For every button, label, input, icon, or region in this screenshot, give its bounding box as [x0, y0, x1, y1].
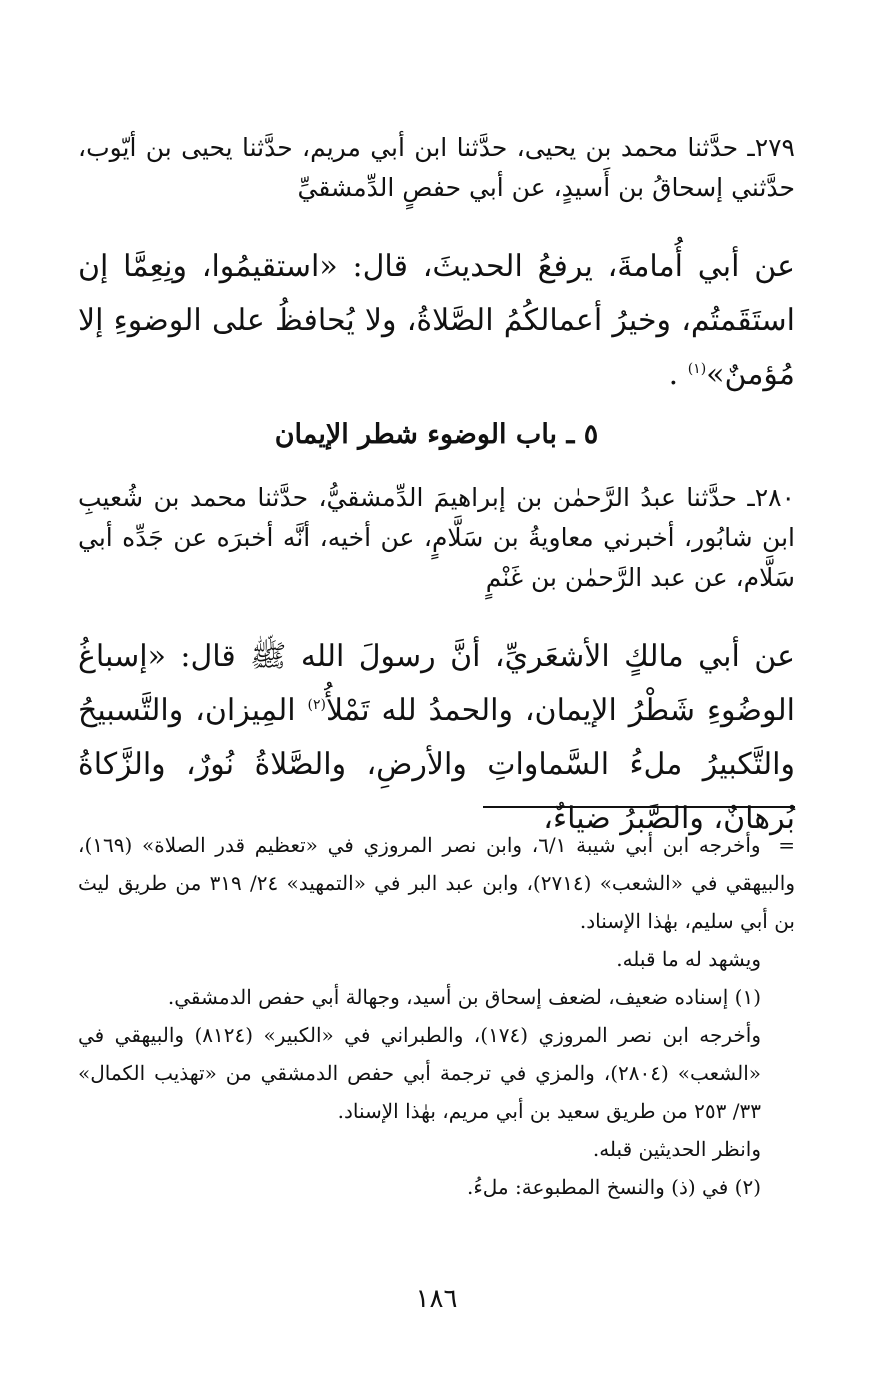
footnote-1-takhrij: وأخرجه ابن نصر المروزي (١٧٤)، والطبراني في «الكبير» (٨١٢٤) والبيهقي في «الشعب» (٢٨٠٤)، والمزي في ترجمة أبي حفص الدمشقي من «تهذيب الكمال» ٣٣/ ٢٥٣ من طريق سعيد بن أبي مريم، بهٰذا الإسناد.	[78, 1023, 762, 1123]
footnote-shahid: ويشهد له ما قبله.	[616, 947, 761, 971]
hadith-280-matn-text-1: عن أبي مالكٍ الأشعَريِّ، أنَّ رسولَ الله ﷺ قال: «إسباغُ الوضُوءِ شَطْرُ الإيمان، والحمدُ لله تَمْلأُ	[78, 639, 796, 728]
footnote-ref-2: (٢)	[307, 697, 326, 713]
footnote-continuation-text: وأخرجه ابن أبي شيبة ٦/١، وابن نصر المروزي في «تعظيم قدر الصلاة» (١٦٩)، والبيهقي في «الشعب» (٢٧١٤)، وابن عبد البر في «التمهيد» ٢٤/ ٣١٩ من طريق ليث بن أبي سليم، بهٰذا الإسناد.	[78, 833, 795, 933]
footnotes	[78, 826, 795, 1206]
hadith-279-matn	[78, 240, 795, 402]
footnote-1: (١) إسناده ضعيف، لضعف إسحاق بن أسيد، وجهالة أبي حفص الدمشقي.	[167, 985, 761, 1009]
hadith-280-isnad-text: ٢٨٠ـ حدَّثنا عبدُ الرَّحمٰن بن إبراهيمَ الدِّمشقيُّ، حدَّثنا محمد بن شُعيبِ ابن شابُور، أخبرني معاويةُ بن سَلَّامٍ، عن أخيه، أنَّه أخبرَه عن جَدِّه أبي سَلَّام، عن عبد الرَّحمٰن بن غَنْمٍ	[78, 483, 795, 592]
footnote-ref-1: (١)	[687, 361, 707, 377]
footnote-1-see-also: وانظر الحديثين قبله.	[592, 1137, 761, 1161]
hadith-279-isnad	[78, 128, 795, 208]
hadith-280-isnad	[78, 478, 795, 598]
chapter-heading: ٥ ـ باب الوضوء شطر الإيمان	[274, 419, 599, 450]
hadith-280-matn	[78, 630, 795, 846]
continuation-mark: =	[778, 833, 795, 857]
hadith-279-isnad-text: ٢٧٩ـ حدَّثنا محمد بن يحيى، حدَّثنا ابن أبي مريم، حدَّثنا يحيى بن أيّوب، حدَّثني إسحاقُ بن أَسيدٍ، عن أبي حفصٍ الدِّمشقيِّ	[78, 133, 795, 202]
hadith-280-matn-text-2: المِيزان، والتَّسبيحُ والتَّكبيرُ ملءُ السَّماواتِ والأرضِ، والصَّلاةُ نُورٌ، والزَّكاةُ بُرهانٌ، والصَّبرُ ضياءٌ،	[78, 693, 795, 836]
footnote-2: (٢) في (ذ) والنسخ المطبوعة: ملءُ.	[467, 1175, 761, 1199]
hadith-279-matn-text: عن أبي أُمامةَ، يرفعُ الحديثَ، قال: «استقيمُوا، ونِعِمَّا إن استَقَمتُم، وخيرُ أعمالكُمُ الصَّلاةُ، ولا يُحافظُ على الوضوءِ إلا مُؤمنٌ»	[78, 249, 795, 392]
hadith-279-end: .	[668, 357, 688, 392]
page-number: ١٨٦	[415, 1284, 458, 1314]
footnote-separator	[483, 806, 795, 808]
footnote-continuation	[78, 826, 795, 940]
